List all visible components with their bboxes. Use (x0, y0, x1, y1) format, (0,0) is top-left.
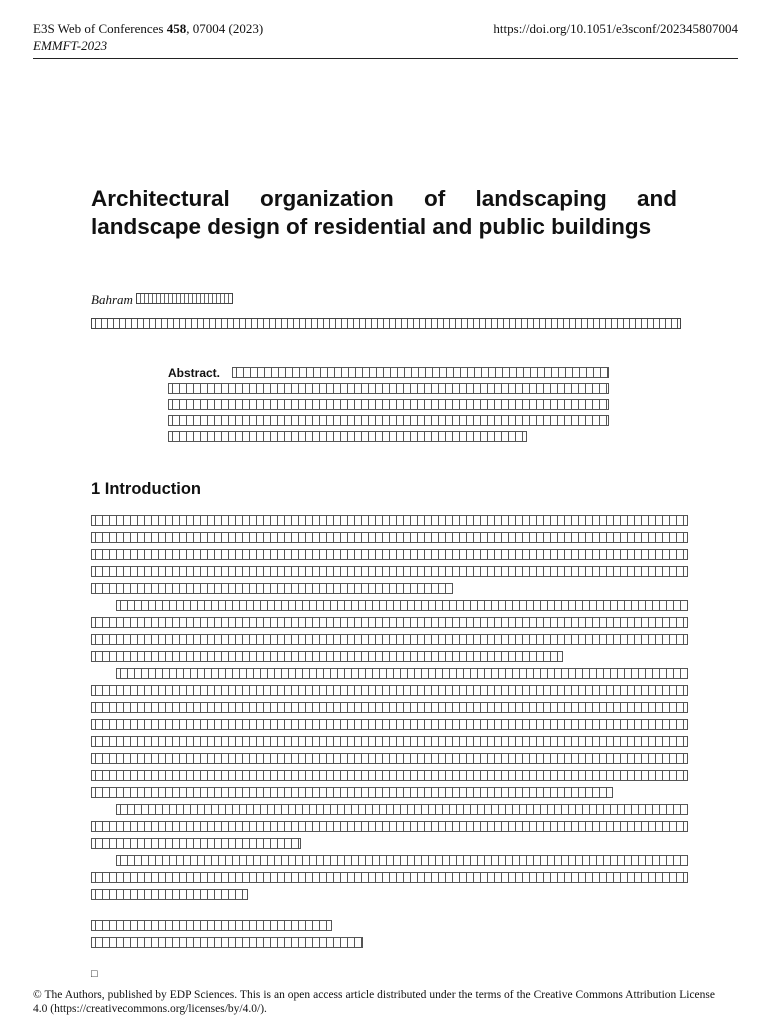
body-line (91, 872, 688, 883)
author-surname-glyphs (136, 293, 233, 304)
doi-link[interactable]: https://doi.org/10.1051/e3sconf/202345807004 (493, 21, 738, 36)
body-line (91, 515, 688, 526)
body-line (116, 600, 688, 611)
body-line (91, 787, 613, 798)
abstract-text (232, 367, 609, 378)
abstract-line (168, 399, 609, 410)
abstract-line (168, 383, 609, 394)
body-line (116, 855, 688, 866)
body-line (91, 685, 688, 696)
body-line (91, 702, 688, 713)
body-line (91, 889, 248, 900)
body-line (116, 804, 688, 815)
abstract-text-body (168, 383, 609, 442)
abstract-line (168, 431, 527, 442)
running-header-journal (33, 21, 263, 37)
article-number: , 07004 (2023) (186, 21, 264, 36)
body-line (91, 617, 688, 628)
section-heading: 1 Introduction (91, 480, 201, 498)
body-line (91, 549, 688, 560)
footnote-marker-glyph: □ (91, 968, 98, 980)
body-line (91, 719, 688, 730)
body-line (91, 566, 688, 577)
body-line (91, 736, 688, 747)
body-line (91, 770, 688, 781)
paper-title: Architectural organization of landscaping and landscape design of residential and public buildings (91, 186, 677, 239)
body-line (91, 753, 688, 764)
affiliation-line (91, 318, 681, 329)
abstract-label: Abstract. (168, 366, 221, 380)
header-rule (33, 58, 738, 59)
footnote-area (91, 920, 363, 948)
journal-name: E3S Web of Conferences (33, 21, 167, 36)
journal-volume: 458 (166, 21, 187, 36)
abstract-line (168, 415, 609, 426)
license-footer: © The Authors, published by EDP Sciences. This is an open access article distributed under the terms of the Creative Commons Attribution License 4.0 (https://creativecommons.org/licenses/by/4.0/). (33, 989, 715, 1015)
abstract-line (232, 367, 609, 378)
body-line (91, 838, 301, 849)
author-line (91, 292, 233, 308)
body-line (91, 821, 688, 832)
footnote-line (91, 920, 332, 931)
author-first-name: Bahram (91, 292, 133, 307)
body-line (91, 634, 688, 645)
body-line (116, 668, 688, 679)
body-line (91, 651, 563, 662)
body-line (91, 583, 453, 594)
conference-name: EMMFT-2023 (33, 38, 108, 53)
body-line (91, 532, 688, 543)
footnote-line (91, 937, 363, 948)
body-text (91, 515, 688, 900)
